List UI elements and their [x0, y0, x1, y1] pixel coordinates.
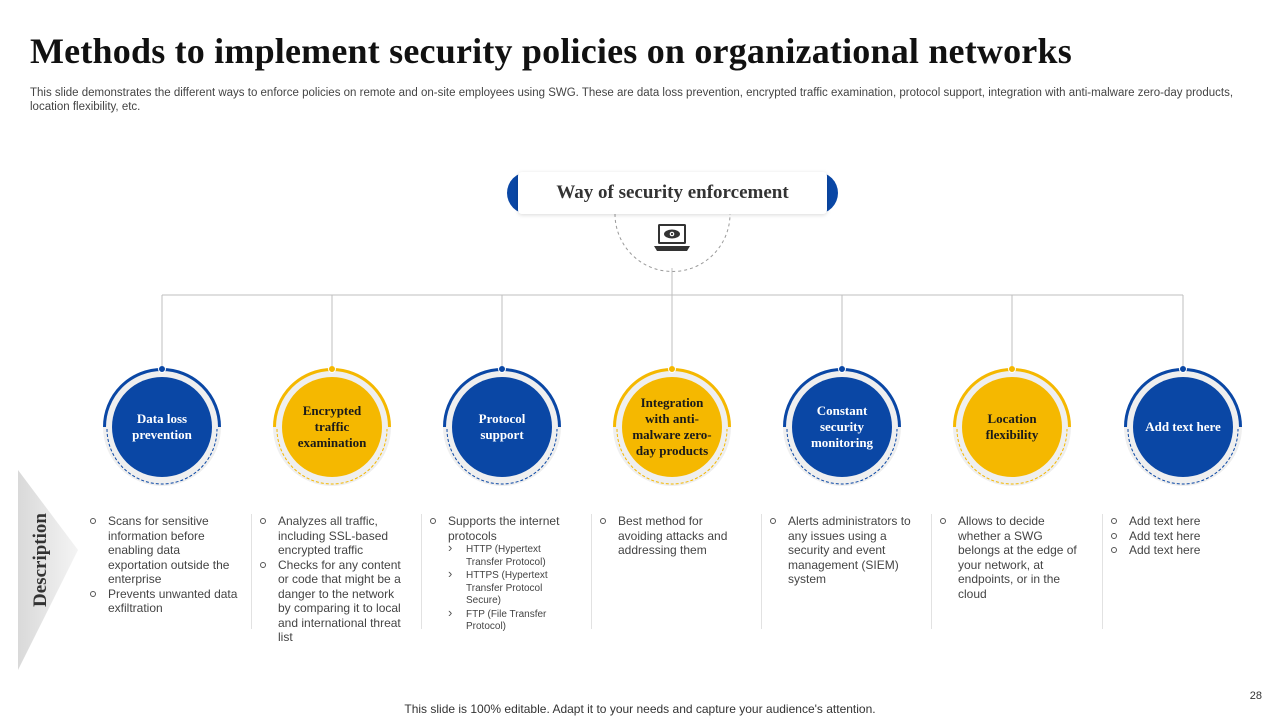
bullet-text: Scans for sensitive information before enabling data exportation outside the enterprise: [108, 514, 230, 586]
bullet-item: [598, 514, 748, 558]
bullet-text: Add text here: [1129, 528, 1201, 543]
bullet-text: Add text here: [1129, 543, 1201, 557]
bullet-item: [1109, 514, 1259, 529]
method-node-label: Encrypted traffic examination: [297, 403, 367, 450]
bullet-item: [258, 558, 408, 645]
column-divider: [1102, 514, 1103, 629]
bullet-list: [88, 514, 238, 616]
sub-bullet-item: › FTP (File Transfer Protocol): [448, 609, 578, 634]
page-number: 28: [1249, 690, 1262, 702]
description-column: [768, 514, 918, 587]
bullet-list: [428, 514, 578, 634]
bullet-text: Supports the internet protocols: [448, 514, 560, 543]
bullet-list: [258, 514, 408, 645]
method-node: [611, 366, 733, 490]
method-node: [1122, 366, 1244, 490]
column-divider: [251, 514, 252, 629]
description-column: [1109, 514, 1259, 558]
bullet-text: Checks for any content or code that might be a danger to the network by comparing it to local and international threat list: [278, 557, 401, 644]
description-column: [598, 514, 748, 558]
method-node-label: Constant security monitoring: [810, 403, 874, 450]
bullet-item: [428, 514, 578, 634]
laptop-eye-icon: [652, 222, 692, 256]
description-column: [88, 514, 238, 616]
method-node-label: Protocol support: [478, 411, 526, 442]
bullet-item: [768, 514, 918, 587]
column-divider: [931, 514, 932, 629]
column-divider: [761, 514, 762, 629]
bullet-text: Add text here: [1129, 514, 1201, 528]
method-node-label: Data loss prevention: [132, 411, 192, 442]
bullet-list: [598, 514, 748, 558]
bullet-text: Best method for avoiding attacks and addressing them: [618, 514, 728, 557]
description-column: [258, 514, 408, 645]
bullet-text: Alerts administrators to any issues using a security and event management (SIEM) system: [788, 514, 911, 586]
center-title-box: [507, 172, 838, 214]
method-node-label: Integration with anti-malware zero-day products: [632, 395, 712, 458]
method-node: [441, 366, 563, 490]
column-divider: [591, 514, 592, 629]
method-node: [951, 366, 1073, 490]
bullet-item: [88, 587, 238, 616]
bullet-item: [938, 514, 1088, 601]
method-node: [781, 366, 903, 490]
bullet-item: [1109, 543, 1259, 558]
bullet-text: Allows to decide whether a SWG belongs at the edge of your network, at endpoints, or in the cloud: [958, 514, 1077, 601]
bullet-list: [768, 514, 918, 587]
bullet-text: Analyzes all traffic, including SSL-based encrypted traffic: [278, 514, 389, 557]
bullet-text: Prevents unwanted data exfiltration: [108, 586, 238, 615]
bullet-list: [938, 514, 1088, 601]
center-title: Way of security enforcement: [518, 172, 827, 214]
method-node: [101, 366, 223, 490]
slide-title: Methods to implement security policies on organizational networks: [30, 31, 1072, 71]
sub-bullet-list: [448, 544, 578, 634]
method-node: [271, 366, 393, 490]
method-node-label: Location flexibility: [985, 411, 1039, 442]
description-label: Description: [30, 513, 51, 607]
bullet-item: [1109, 529, 1259, 544]
sub-bullet-item: › HTTPS (Hypertext Transfer Protocol Secure): [448, 570, 578, 608]
bullet-item: [258, 514, 408, 558]
description-column: [938, 514, 1088, 601]
description-column: [428, 514, 578, 636]
sub-bullet-item: › HTTP (Hypertext Transfer Protocol): [448, 544, 578, 569]
footer-note: This slide is 100% editable. Adapt it to your needs and capture your audience's attention.: [404, 702, 876, 716]
slide-subtitle: This slide demonstrates the different ways to enforce policies on remote and on-site employees using SWG. These are data loss prevention, encrypted traffic examination, protocol support, integration with anti-malware zero-day products, location flexibility, etc.: [30, 87, 1234, 113]
method-node-label: Add text here: [1145, 419, 1221, 434]
bullet-list: [1109, 514, 1259, 558]
bullet-item: [88, 514, 238, 587]
column-divider: [421, 514, 422, 629]
